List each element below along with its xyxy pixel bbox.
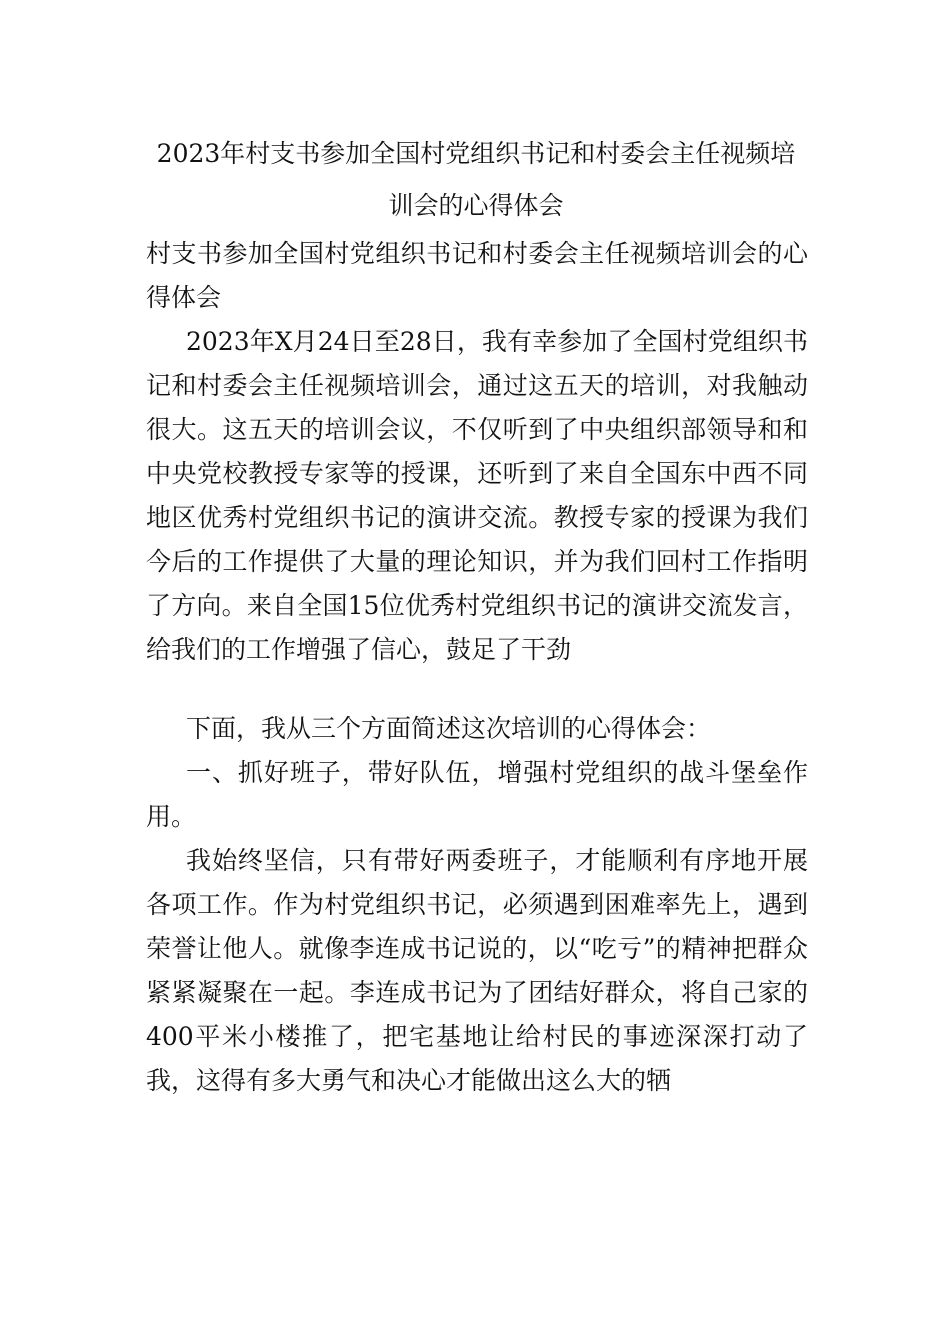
paragraph-intro: 2023年X月24日至28日，我有幸参加了全国村党组织书记和村委会主任视频培训会，通过这五天的培训，对我触动很大。这五天的培训会议，不仅听到了中央组织部领导和和中央党校教授专家等的授课，还听到了来自全国东中西不同地区优秀村党组织书记的演讲交流。教授专家的授课为我们今后的工作提供了大量的理论知识，并为我们回村工作指明了方向。来自全国15位优秀村党组织书记的演讲交流发言，给我们的工作增强了信心，鼓足了干劲: [146, 327, 808, 664]
paragraph-overview: 下面，我从三个方面简述这次培训的心得体会：: [186, 714, 712, 743]
section-heading-1: 一、抓好班子，带好队伍，增强村党组织的战斗堡垒作用。: [146, 758, 808, 831]
document-subtitle: 村支书参加全国村党组织书记和村委会主任视频培训会的心得体会: [146, 239, 808, 312]
paragraph-gap: [146, 672, 808, 707]
paragraph-section-1: 我始终坚信，只有带好两委班子，才能顺利有序地开展各项工作。作为村党组织书记，必须遇到困难率先上，遇到荣誉让他人。就像李连成书记说的，以“吃亏”的精神把群众紧紧凝聚在一起。李连成书记为了团结好群众，将自己家的400平米小楼推了，把宅基地让给村民的事迹深深打动了我，这得有多大勇气和决心才能做出这么大的牺: [146, 846, 808, 1095]
document-title: 2023年村支书参加全国村党组织书记和村委会主任视频培训会的心得体会: [156, 139, 796, 220]
document-body: [146, 232, 808, 1103]
